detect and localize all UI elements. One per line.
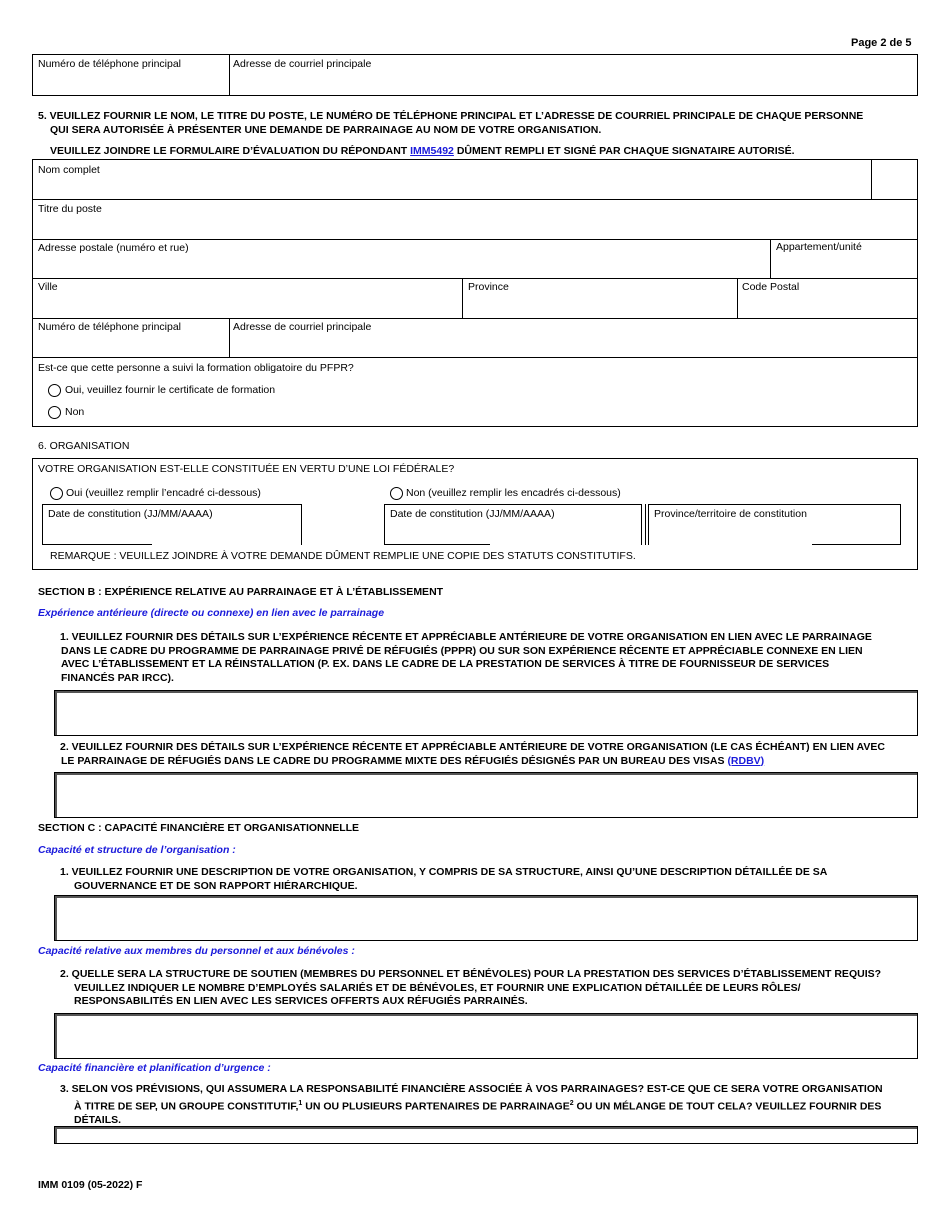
- province-label: Province: [468, 281, 509, 293]
- mail-address-label: Adresse postale (numéro et rue): [38, 242, 189, 254]
- full-name-label: Nom complet: [38, 164, 100, 176]
- q5-instruction: 5. VEUILLEZ FOURNIR LE NOM, LE TITRE DU POSTE, LE NUMÉRO DE TÉLÉPHONE PRINCIPAL ET L’ADRESSE DE COURRIEL PRINCIPALE DE CHAQUE PERSONNE QUI SERA AUTORISÉE À PRÉSENTER UNE DEMANDE DE PARRAINAGE AU NOM DE VOTRE ORGANISATION.: [38, 110, 864, 136]
- training-no-label: Non: [65, 406, 85, 418]
- phone-input-top[interactable]: [40, 74, 225, 92]
- apartment-input[interactable]: [776, 257, 914, 275]
- job-title-label: Titre du poste: [38, 203, 102, 215]
- q5-attachment-note: VEUILLEZ JOINDRE LE FORMULAIRE D’ÉVALUATION DU RÉPONDANT IMM5492 DÛMENT REMPLI ET SIGNÉ PAR CHAQUE SIGNATAIRE AUTORISÉ.: [50, 145, 795, 157]
- org-structure-textarea[interactable]: [54, 895, 918, 941]
- organisation-title: 6. ORGANISATION: [38, 440, 130, 452]
- job-title-input[interactable]: [40, 218, 910, 236]
- postal-code-label: Code Postal: [742, 281, 800, 293]
- postal-code-input[interactable]: [742, 297, 914, 315]
- federal-question: VOTRE ORGANISATION EST-ELLE CONSTITUÉE EN VERTU D’UNE LOI FÉDÉRALE?: [38, 463, 455, 475]
- date-constitution-label-a: Date de constitution (JJ/MM/AAAA): [48, 508, 213, 520]
- full-name-input[interactable]: [40, 178, 866, 196]
- city-input[interactable]: [40, 297, 458, 315]
- federal-no-label: Non (veuillez remplir les encadrés ci-dessous): [406, 487, 621, 499]
- province-select[interactable]: [468, 297, 732, 315]
- city-label: Ville: [38, 281, 58, 293]
- training-yes-radio[interactable]: [48, 384, 61, 397]
- email-label: Adresse de courriel principale: [233, 321, 372, 333]
- section-c-q3: 3. SELON VOS PRÉVISIONS, QUI ASSUMERA LA RESPONSABILITÉ FINANCIÈRE ASSOCIÉE À VOS PARRAINAGES? EST-CE QUE CE SERA VOTRE ORGANISATION À TITRE DE SEP, UN GROUPE CONSTITUTIF,$^1$ UN OU PLUSIEURS PARTENAIRES DE PARRAINAGE$^2$ OU UN MÉLANGE DE TOUT CELA? VEUILLEZ FOURNIR DES DÉTAILS.: [60, 1083, 883, 1126]
- federal-yes-label: Oui (veuillez remplir l’encadré ci-dessous): [66, 487, 261, 499]
- staff-volunteers-textarea[interactable]: [54, 1013, 918, 1059]
- section-c-sub3: Capacité financière et planification d’urgence :: [38, 1062, 271, 1074]
- section-c-sub2: Capacité relative aux membres du personnel et aux bénévoles :: [38, 945, 355, 957]
- section-c-q2: 2. QUELLE SERA LA STRUCTURE DE SOUTIEN (MEMBRES DU PERSONNEL ET BÉNÉVOLES) POUR LA PRESTATION DES SERVICES D’ÉTABLISSEMENT REQUIS? VEUILLEZ INDIQUER LE NOMBRE D’EMPLOYÉS SALARIÉS ET DE BÉNÉVOLES, ET FOURNIR UNE EXPLICATION DÉTAILLÉE DE LEURS RÔLES/ RESPONSABILITÉS EN LIEN AVEC LES SERVICES OFFERTS AUX RÉFUGIÉS PARRAINÉS.: [60, 968, 882, 1007]
- section-b-q2: 2. VEUILLEZ FOURNIR DES DÉTAILS SUR L’EXPÉRIENCE RÉCENTE ET APPRÉCIABLE ANTÉRIEURE DE VOTRE ORGANISATION (LE CAS ÉCHÉANT) EN LIEN AVEC LE PARRAINAGE DE RÉFUGIÉS DANS LE CADRE DU PROGRAMME MIXTE DES RÉFUGIÉS DÉSIGNÉS PAR UN BUREAU DES VISAS (RDBV): [60, 741, 885, 767]
- apartment-label: Appartement/unité: [776, 241, 862, 253]
- section-b-subtitle: Expérience antérieure (directe ou connexe) en lien avec le parrainage: [38, 607, 385, 619]
- training-question: Est-ce que cette personne a suivi la formation obligatoire du PFPR?: [38, 362, 354, 374]
- section-c-q1: 1. VEUILLEZ FOURNIR UNE DESCRIPTION DE VOTRE ORGANISATION, Y COMPRIS DE SA STRUCTURE, AINSI QU’UNE DESCRIPTION DÉTAILLÉE DE SA GOUVERNANCE ET DE SON RAPPORT HIÉRARCHIQUE.: [60, 866, 828, 892]
- rdbv-link[interactable]: (RDBV): [727, 754, 765, 767]
- imm5492-link[interactable]: IMM5492: [410, 145, 454, 157]
- email-input[interactable]: [235, 336, 913, 354]
- date-constitution-input-b[interactable]: [390, 523, 638, 541]
- mail-address-input[interactable]: [40, 257, 765, 275]
- email-input-top[interactable]: [235, 74, 913, 92]
- email-label-top: Adresse de courriel principale: [233, 58, 372, 70]
- phone-input[interactable]: [40, 336, 225, 354]
- training-yes-label: Oui, veuillez fournir le certificate de formation: [65, 384, 276, 396]
- date-constitution-input-a[interactable]: [48, 523, 296, 541]
- prov-territory-select[interactable]: [654, 523, 896, 541]
- page-number: Page 2 de 5: [851, 37, 912, 49]
- constitution-remark: REMARQUE : VEUILLEZ JOINDRE À VOTRE DEMANDE DÛMENT REMPLIE UNE COPIE DES STATUTS CONSTITUTIFS.: [50, 550, 636, 562]
- sponsorship-experience-textarea[interactable]: [54, 690, 918, 736]
- section-b-q1: 1. VEUILLEZ FOURNIR DES DÉTAILS SUR L’EXPÉRIENCE RÉCENTE ET APPRÉCIABLE ANTÉRIEURE DE VOTRE ORGANISATION EN LIEN AVEC LE PARRAINAGE DANS LE CADRE DU PROGRAMME DE PARRAINAGE PRIVÉ DE RÉFUGIÉS (PPPR) OU SUR SON EXPÉRIENCE RÉCENTE ET APPRÉCIABLE CONNEXE EN LIEN AVEC L’ÉTABLISSEMENT ET LA RÉINSTALLATION (P. EX. DANS LE CADRE DE LA PRESTATION DE SERVICES À TITRE DE FOURNISSEUR DE SERVICES FINANCÉS PAR IRCC).: [60, 631, 872, 684]
- date-constitution-label-b: Date de constitution (JJ/MM/AAAA): [390, 508, 555, 520]
- form-code: IMM 0109 (05-2022) F: [38, 1179, 143, 1191]
- financial-responsibility-textarea[interactable]: [54, 1126, 918, 1144]
- phone-label-top: Numéro de téléphone principal: [38, 58, 182, 70]
- federal-yes-radio[interactable]: [50, 487, 63, 500]
- section-c-title: SECTION C : CAPACITÉ FINANCIÈRE ET ORGANISATIONNELLE: [38, 822, 360, 834]
- prov-territory-label: Province/territoire de constitution: [654, 508, 807, 520]
- bvor-experience-textarea[interactable]: [54, 772, 918, 818]
- training-no-radio[interactable]: [48, 406, 61, 419]
- section-c-sub1: Capacité et structure de l’organisation :: [38, 844, 236, 856]
- section-b-title: SECTION B : EXPÉRIENCE RELATIVE AU PARRAINAGE ET À L’ÉTABLISSEMENT: [38, 586, 444, 598]
- federal-no-radio[interactable]: [390, 487, 403, 500]
- phone-label: Numéro de téléphone principal: [38, 321, 182, 333]
